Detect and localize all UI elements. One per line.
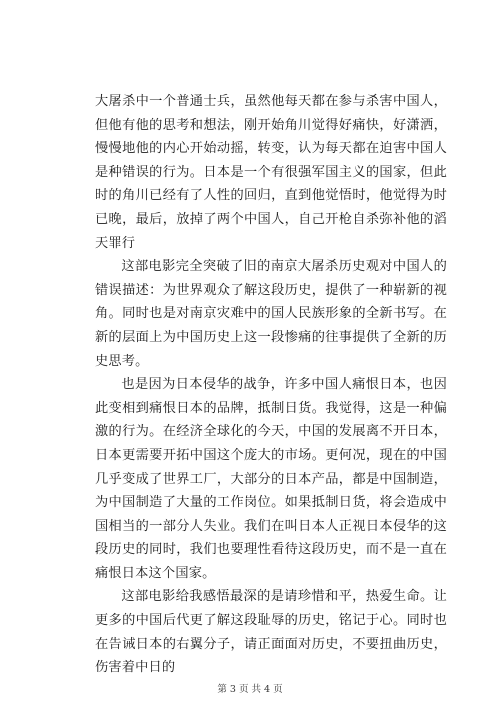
paragraph-4: 这部电影给我感悟最深的是请珍惜和平，热爱生命。让更多的中国后代更了解这段耻辱的历史，铭记于心。同时也在告诫日本的右翼分子，请正面面对历史，不要扭曲历史，伤害着中日的 [95,589,447,676]
paragraph-2: 这部电影完全突破了旧的南京大屠杀历史观对中国人的错误描述：为世界观众了解这段历史，提供了一种崭新的视角。同时也是对南京灾难中的国人民族形象的全新书写。在新的层面上为中国历史上这一段惨痛的往事提供了全新的历史思考。 [95,259,447,369]
document-body [95,90,447,680]
paragraph-3: 也是因为日本侵华的战争，许多中国人痛恨日本，也因此变相到痛恨日本的品牌，抵制日货。我觉得，这是一种偏激的行为。在经济全球化的今天，中国的发展离不开日本，日本更需要开拓中国这个庞大的市场。更何况，现在的中国几乎变成了世界工厂，大部分的日本产品，都是中国制造，为中国制造了大量的工作岗位。如果抵制日货，将会造成中国相当的一部分人失业。我们在叫日本人正视日本侵华的这段历史的同时，我们也要理性看待这段历史，而不是一直在痛恨日本这个国家。 [95,377,447,581]
page-number-footer: 第 3 页 共 4 页 [217,684,283,695]
paragraph-1: 大屠杀中一个普通士兵，虽然他每天都在参与杀害中国人，但他有他的思考和想法，刚开始角川觉得好痛快，好潇洒，慢慢地他的内心开始动摇，转变，认为每天都在迫害中国人是种错误的行为。日本是一个有很强军国主义的国家，但此时的角川已经有了人性的回归，直到他觉悟时，他觉得为时已晚，最后，放掉了两个中国人，自己开枪自杀弥补他的滔天罪行 [95,94,447,251]
